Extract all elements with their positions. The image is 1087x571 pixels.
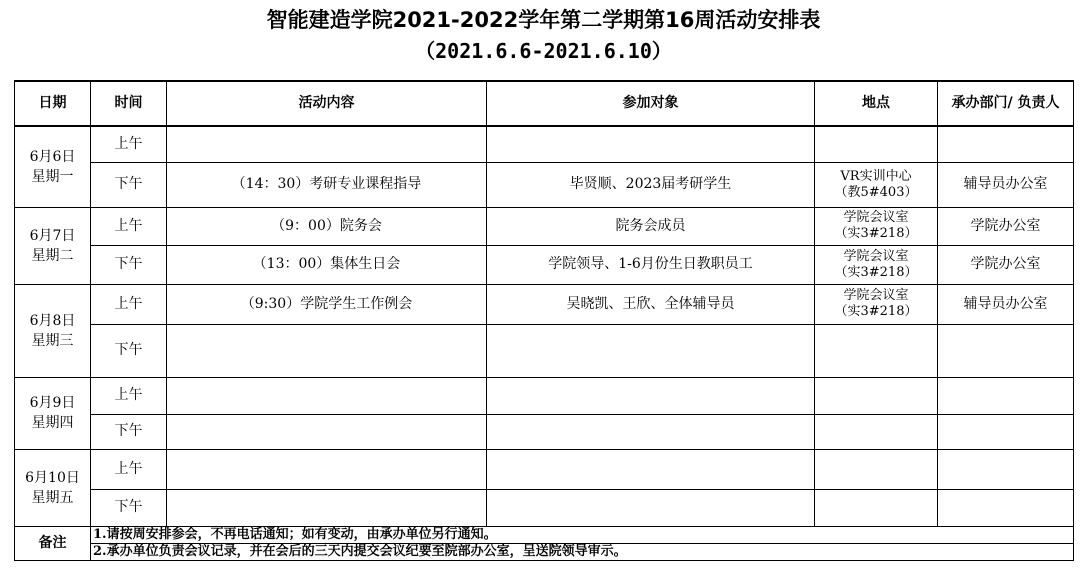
participants-cell: 院务会成员 (487, 207, 815, 245)
table-row (15, 449, 1074, 489)
content-cell: （9:30）学院学生工作例会 (167, 284, 487, 324)
header-date: 日期 (15, 81, 91, 126)
location-cell (815, 377, 938, 414)
organizer-cell (938, 324, 1074, 377)
organizer-cell (938, 489, 1074, 526)
location-cell (815, 126, 938, 162)
organizer-cell: 学院办公室 (938, 207, 1074, 245)
participants-cell (487, 126, 815, 162)
organizer-cell (938, 414, 1074, 449)
location-line-2: （教5#403） (834, 184, 918, 200)
weekday-label: 星期二 (31, 247, 74, 264)
location-cell (815, 245, 938, 284)
time-cell: 下午 (91, 162, 167, 207)
date-cell (15, 284, 91, 377)
table-row (15, 207, 1074, 245)
location-line-1: VR实训中心 (840, 168, 912, 184)
header-row (15, 81, 1074, 126)
weekday-label: 星期一 (31, 168, 74, 185)
weekday-label: 星期三 (31, 332, 74, 349)
weekday-label: 星期五 (31, 489, 74, 506)
remark-line-2: 2.承办单位负责会议记录，并在会后的三天内提交会议纪要至院部办公室，呈送院领导审示。 (91, 543, 1074, 560)
time-cell: 上午 (91, 284, 167, 324)
date-label: 6月9日 (29, 395, 76, 411)
content-cell: （13：00）集体生日会 (167, 245, 487, 284)
organizer-cell: 辅导员办公室 (938, 162, 1074, 207)
location-cell (815, 162, 938, 207)
participants-cell: 学院领导、1-6月份生日教职员工 (487, 245, 815, 284)
time-cell: 上午 (91, 126, 167, 162)
location-line-1: 学院会议室 (843, 288, 909, 303)
date-cell (15, 449, 91, 526)
date-cell (15, 126, 91, 207)
location-line-1: 学院会议室 (843, 210, 909, 225)
participants-cell (487, 414, 815, 449)
table-row (15, 377, 1074, 414)
organizer-cell (938, 126, 1074, 162)
date-label: 6月6日 (29, 148, 76, 165)
participants-cell (487, 377, 815, 414)
location-cell (815, 207, 938, 245)
location-line-2: （实3#218） (834, 264, 918, 280)
header-time: 时间 (91, 81, 167, 126)
participants-cell: 毕贤顺、2023届考研学生 (487, 162, 815, 207)
time-cell: 下午 (91, 489, 167, 526)
date-label: 6月10日 (25, 469, 80, 486)
time-cell: 下午 (91, 414, 167, 449)
organizer-cell (938, 377, 1074, 414)
table-row (15, 489, 1074, 526)
date-label: 6月7日 (29, 227, 76, 244)
date-label: 6月8日 (29, 312, 76, 329)
content-cell (167, 449, 487, 489)
page-subtitle: （2021.6.6-2021.6.10） (415, 39, 672, 63)
participants-cell (487, 449, 815, 489)
location-cell (815, 489, 938, 526)
time-cell: 上午 (91, 377, 167, 414)
participants-cell (487, 489, 815, 526)
organizer-cell: 学院办公室 (938, 245, 1074, 284)
organizer-cell (938, 449, 1074, 489)
date-cell (15, 377, 91, 449)
location-cell (815, 414, 938, 449)
header-participants: 参加对象 (487, 81, 815, 126)
content-cell (167, 324, 487, 377)
location-cell (815, 449, 938, 489)
remarks-row (15, 543, 1074, 560)
page-title: 智能建造学院2021-2022学年第二学期第16周活动安排表 (266, 8, 821, 32)
organizer-cell: 辅导员办公室 (938, 284, 1074, 324)
time-cell: 上午 (91, 449, 167, 489)
schedule-table (14, 80, 1074, 561)
header-location: 地点 (815, 81, 938, 126)
date-cell (15, 207, 91, 284)
time-cell: 上午 (91, 207, 167, 245)
table-row (15, 284, 1074, 324)
remark-line-1: 1.请按周安排参会，不再电话通知；如有变动，由承办单位另行通知。 (91, 526, 1074, 543)
table-row (15, 414, 1074, 449)
table-row (15, 126, 1074, 162)
table-row (15, 245, 1074, 284)
participants-cell: 吴晓凯、王欣、全体辅导员 (487, 284, 815, 324)
table-row (15, 162, 1074, 207)
weekday-label: 星期四 (31, 415, 74, 431)
location-cell (815, 324, 938, 377)
content-cell (167, 126, 487, 162)
content-cell (167, 377, 487, 414)
header-content: 活动内容 (167, 81, 487, 126)
location-line-2: （实3#218） (834, 226, 918, 241)
content-cell: （9：00）院务会 (167, 207, 487, 245)
time-cell: 下午 (91, 245, 167, 284)
header-organizer: 承办部门/ 负责人 (938, 81, 1074, 126)
content-cell: （14：30）考研专业课程指导 (167, 162, 487, 207)
remarks-label: 备注 (15, 526, 91, 560)
location-line-1: 学院会议室 (843, 248, 909, 264)
content-cell (167, 489, 487, 526)
location-cell (815, 284, 938, 324)
table-row (15, 324, 1074, 377)
time-cell: 下午 (91, 324, 167, 377)
participants-cell (487, 324, 815, 377)
content-cell (167, 414, 487, 449)
location-line-2: （实3#218） (834, 304, 918, 319)
remarks-row (15, 526, 1074, 543)
